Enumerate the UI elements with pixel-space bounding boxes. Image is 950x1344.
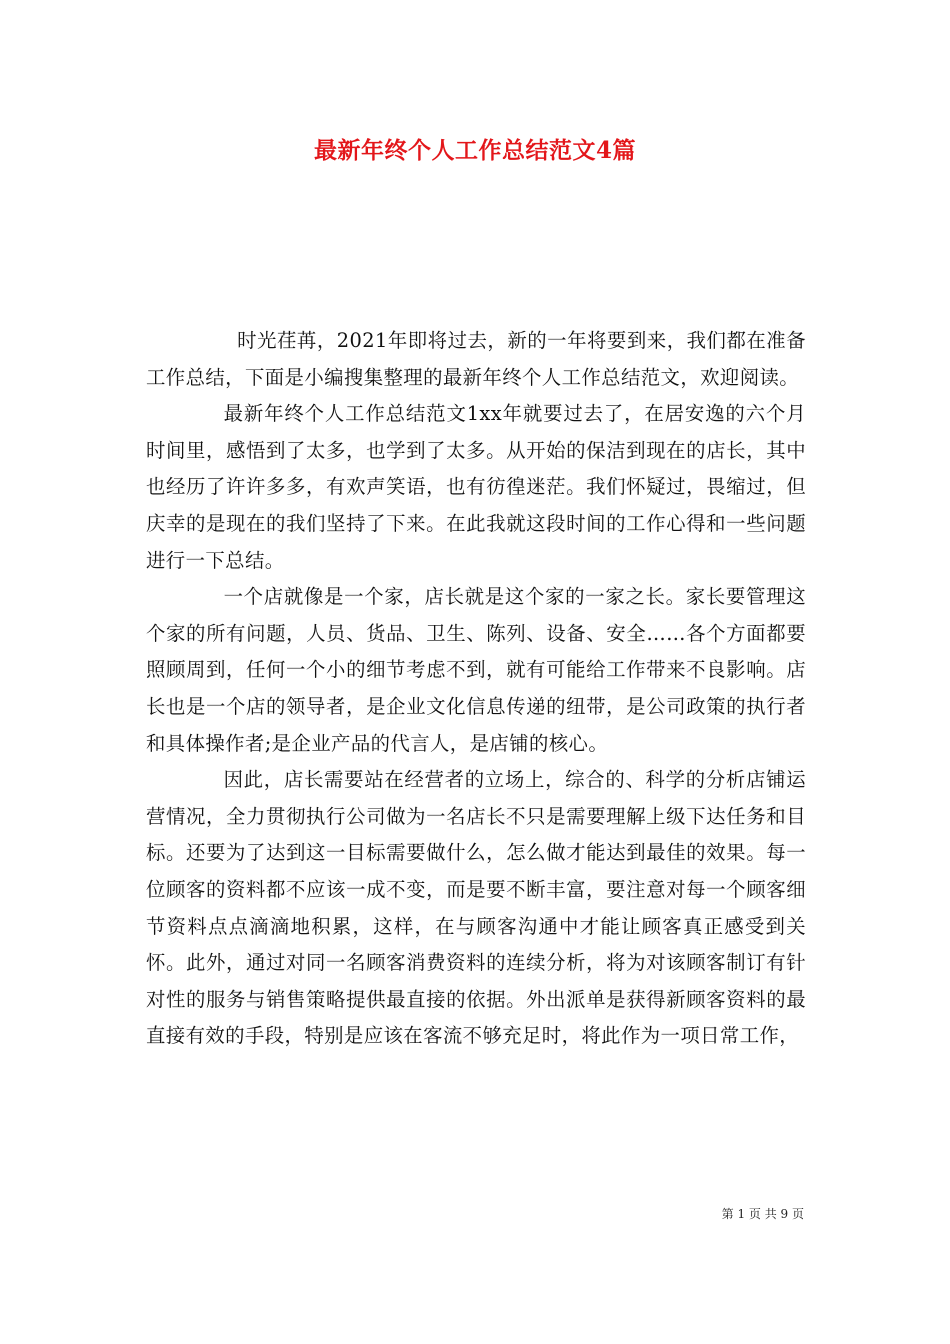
page-number-footer: 第 1 页 共 9 页 [721, 1207, 804, 1221]
paragraph-2: 一个店就像是一个家，店长就是这个家的一家之长。家长要管理这个家的所有问题，人员、货品、卫生、陈列、设备、安全……各个方面都要照顾周到，任何一个小的细节考虑不到，就有可能给工作带来不良影响。店长也是一个店的领导者，是企业文化信息传递的纽带，是公司政策的执行者和具体操作者;是企业产品的代言人，是店铺的核心。 [146, 585, 806, 755]
paragraph-3: 因此，店长需要站在经营者的立场上，综合的、科学的分析店铺运营情况，全力贯彻执行公司做为一名店长不只是需要理解上级下达任务和目标。还要为了达到这一目标需要做什么，怎么做才能达到最佳的效果。每一位顾客的资料都不应该一成不变，而是要不断丰富，要注意对每一个顾客细节资料点点滴滴地积累，这样，在与顾客沟通中才能让顾客真正感受到关怀。此外，通过对同一名顾客消费资料的连续分析，将为对该顾客制订有针对性的服务与销售策略提供最直接的依据。外出派单是获得新顾客资料的最直接有效的手段，特别是应该在客流不够充足时，将此作为一项日常工作， [146, 768, 806, 1048]
document-title: 最新年终个人工作总结范文4篇 [313, 137, 636, 164]
document-body [146, 323, 806, 1055]
paragraph-1: 最新年终个人工作总结范文1xx年就要过去了，在居安逸的六个月时间里，感悟到了太多，也学到了太多。从开始的保洁到现在的店长，其中也经历了许许多多，有欢声笑语，也有彷徨迷茫。我们怀疑过，畏缩过，但庆幸的是现在的我们坚持了下来。在此我就这段时间的工作心得和一些问题进行一下总结。 [146, 402, 806, 572]
paragraph-intro: 时光荏苒，2021年即将过去，新的一年将要到来，我们都在准备工作总结，下面是小编搜集整理的最新年终个人工作总结范文，欢迎阅读。 [146, 329, 806, 389]
